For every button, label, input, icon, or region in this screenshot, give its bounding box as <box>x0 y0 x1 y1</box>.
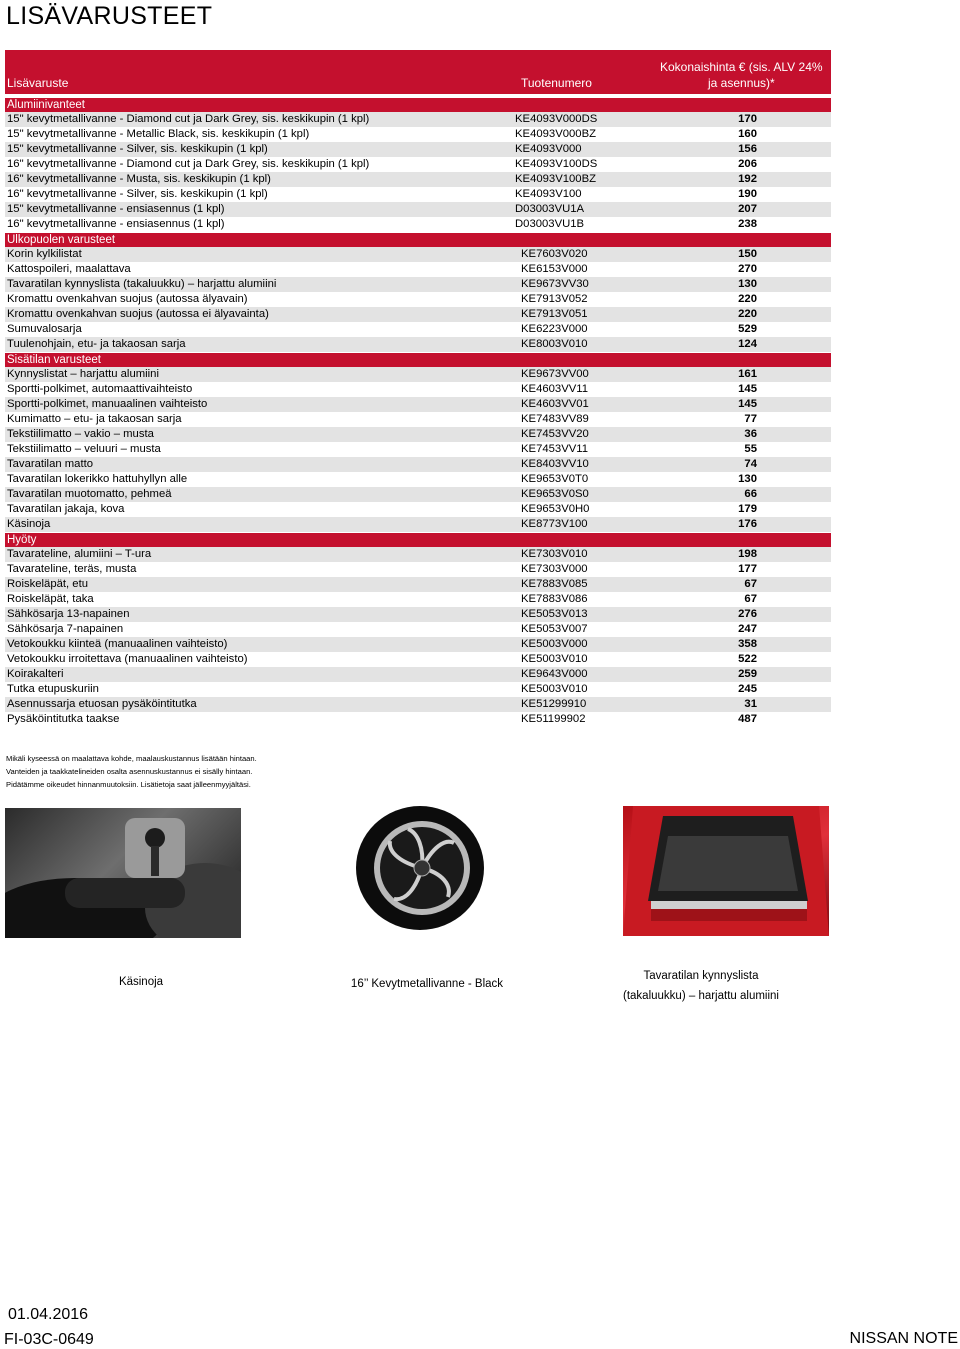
row-part-number: KE4093V100BZ <box>515 173 597 185</box>
row-description: Vetokoukku irroitettava (manuaalinen vaihteisto) <box>7 653 248 665</box>
trunk-sill-photo <box>623 806 829 936</box>
row-part-number: D03003VU1B <box>515 218 585 230</box>
row-part-number: KE7303V010 <box>521 548 588 560</box>
row-description: Vetokoukku kiinteä (manuaalinen vaihteisto) <box>7 638 228 650</box>
row-price: 31 <box>744 698 757 710</box>
footnote: Mikäli kyseessä on maalattava kohde, maalauskustannus lisätään hintaan. <box>6 754 257 763</box>
row-part-number: KE9643V000 <box>521 668 588 680</box>
row-description: Tavaratilan lokerikko hattuhyllyn alle <box>7 473 188 485</box>
table-row <box>5 502 831 517</box>
row-part-number: KE4093V100 <box>515 188 582 200</box>
row-price: 198 <box>738 548 757 560</box>
row-part-number: KE8003V010 <box>521 338 588 350</box>
row-description: Koirakalteri <box>7 668 64 680</box>
row-price: 358 <box>738 638 757 650</box>
row-part-number: KE7453VV11 <box>521 443 588 455</box>
row-description: Tavaratilan matto <box>7 458 94 470</box>
row-part-number: KE9653V0S0 <box>521 488 589 500</box>
table-row <box>5 202 831 217</box>
header-price-continued: ja asennus)* <box>708 76 775 90</box>
row-price: 170 <box>738 113 757 125</box>
footnotes <box>6 752 257 791</box>
row-description: 16" kevytmetallivanne - Musta, sis. keskikupin (1 kpl) <box>7 173 271 185</box>
row-part-number: KE7603V020 <box>521 248 588 260</box>
row-description: Sportti-polkimet, manuaalinen vaihteisto <box>7 398 208 410</box>
row-description: Tutka etupuskuriin <box>7 683 99 695</box>
table-row <box>5 682 831 697</box>
table-row <box>5 247 831 262</box>
row-description: Roiskeläpät, taka <box>7 593 94 605</box>
row-part-number: KE7453VV20 <box>521 428 589 440</box>
table-row <box>5 622 831 637</box>
table-row <box>5 412 831 427</box>
table-row <box>5 307 831 322</box>
row-description: Kattospoileri, maalattava <box>7 263 131 275</box>
table-row <box>5 712 831 727</box>
row-part-number: KE5053V007 <box>521 623 588 635</box>
table-row <box>5 577 831 592</box>
row-description: Kromattu ovenkahvan suojus (autossa älyavain) <box>7 293 248 305</box>
row-description: Kynnyslistat – harjattu alumiini <box>7 368 159 380</box>
row-price: 179 <box>738 503 757 515</box>
caption-trunk-sill-line1: Tavaratilan kynnyslista <box>643 970 759 982</box>
armrest-photo <box>5 808 241 938</box>
table-row <box>5 472 831 487</box>
table-row <box>5 367 831 382</box>
table-row <box>5 652 831 667</box>
row-price: 176 <box>738 518 757 530</box>
row-description: Tekstiilimatto – vakio – musta <box>7 428 154 440</box>
row-price: 161 <box>738 368 757 380</box>
row-price: 270 <box>738 263 757 275</box>
table-row <box>5 142 831 157</box>
row-description: Kumimatto – etu- ja takaosan sarja <box>7 413 182 425</box>
row-price: 206 <box>738 158 757 170</box>
row-description: 15" kevytmetallivanne - Silver, sis. keskikupin (1 kpl) <box>7 143 268 155</box>
row-part-number: KE4603VV11 <box>521 383 588 395</box>
row-part-number: KE51299910 <box>521 698 587 710</box>
row-part-number: KE9673VV00 <box>521 368 589 380</box>
header-description: Lisävaruste <box>7 76 69 90</box>
caption-trunk-sill-line2: (takaluukku) – harjattu alumiini <box>623 990 779 1002</box>
row-price: 124 <box>738 338 757 350</box>
row-price: 145 <box>738 398 757 410</box>
row-part-number: KE8403VV10 <box>521 458 589 470</box>
section-title: Alumiinivanteet <box>5 98 831 112</box>
row-part-number: KE5003V010 <box>521 683 588 695</box>
row-price: 487 <box>738 713 757 725</box>
caption-armrest: Käsinoja <box>118 976 164 988</box>
section-title: Hyöty <box>5 533 831 547</box>
row-part-number: KE7483VV89 <box>521 413 589 425</box>
row-part-number: KE7913V052 <box>521 293 588 305</box>
table-row <box>5 277 831 292</box>
table-row <box>5 547 831 562</box>
caption-wheel: 16’’ Kevytmetallivanne - Black <box>350 978 504 990</box>
row-description: Tavaratilan jakaja, kova <box>7 503 125 515</box>
row-description: Tavarateline, teräs, musta <box>7 563 137 575</box>
table-sections <box>5 98 831 727</box>
row-description: Roiskeläpät, etu <box>7 578 89 590</box>
row-price: 177 <box>738 563 757 575</box>
table-row <box>5 607 831 622</box>
row-part-number: KE4093V000 <box>515 143 582 155</box>
row-price: 77 <box>744 413 757 425</box>
row-part-number: KE7913V051 <box>521 308 588 320</box>
row-part-number: KE5003V010 <box>521 653 588 665</box>
table-row <box>5 487 831 502</box>
table-section <box>5 233 831 352</box>
row-description: 16" kevytmetallivanne - Silver, sis. keskikupin (1 kpl) <box>7 188 268 200</box>
table-section <box>5 98 831 232</box>
table-header <box>5 50 831 94</box>
row-description: Tavarateline, alumiini – T-ura <box>7 548 152 560</box>
row-description: 15" kevytmetallivanne - Diamond cut ja Dark Grey, sis. keskikupin (1 kpl) <box>7 113 370 125</box>
table-row <box>5 667 831 682</box>
table-row <box>5 592 831 607</box>
row-price: 238 <box>738 218 757 230</box>
row-description: Tavaratilan kynnyslista (takaluukku) – harjattu alumiini <box>7 278 277 290</box>
row-part-number: KE5003V000 <box>521 638 588 650</box>
row-description: Asennussarja etuosan pysäköintitutka <box>7 698 197 710</box>
row-part-number: KE7883V085 <box>521 578 588 590</box>
row-description: 16" kevytmetallivanne - Diamond cut ja Dark Grey, sis. keskikupin (1 kpl) <box>7 158 370 170</box>
footnote: Vanteiden ja taakkatelineiden osalta asennuskustannus ei sisälly hintaan. <box>6 767 253 776</box>
row-description: Tavaratilan muotomatto, pehmeä <box>7 488 172 500</box>
table-row <box>5 127 831 142</box>
table-row <box>5 517 831 532</box>
table-row <box>5 697 831 712</box>
table-row <box>5 217 831 232</box>
page-title: LISÄVARUSTEET <box>6 2 213 30</box>
row-description: 15" kevytmetallivanne - ensiasennus (1 kpl) <box>7 203 225 215</box>
row-part-number: KE8773V100 <box>521 518 588 530</box>
row-price: 245 <box>738 683 757 695</box>
table-row <box>5 187 831 202</box>
table-row <box>5 322 831 337</box>
table-row <box>5 382 831 397</box>
table-row <box>5 337 831 352</box>
row-price: 150 <box>738 248 757 260</box>
table-row <box>5 637 831 652</box>
row-description: Sumuvalosarja <box>7 323 82 335</box>
section-title: Ulkopuolen varusteet <box>5 233 831 247</box>
row-price: 67 <box>744 593 757 605</box>
table-row <box>5 172 831 187</box>
footer-code: FI-03C-0649 <box>4 1331 94 1348</box>
row-price: 207 <box>738 203 757 215</box>
table-row <box>5 562 831 577</box>
row-part-number: KE6153V000 <box>521 263 588 275</box>
row-part-number: KE7303V000 <box>521 563 588 575</box>
row-price: 220 <box>738 293 757 305</box>
row-description: Korin kylkilistat <box>7 248 82 260</box>
row-description: Sähkösarja 7-napainen <box>7 623 124 635</box>
row-price: 36 <box>744 428 757 440</box>
footer-date: 01.04.2016 <box>8 1306 89 1323</box>
row-part-number: KE5053V013 <box>521 608 588 620</box>
table-row <box>5 112 831 127</box>
table-row <box>5 457 831 472</box>
row-part-number: KE4093V000DS <box>515 113 598 125</box>
table-row <box>5 442 831 457</box>
row-price: 145 <box>738 383 757 395</box>
row-price: 192 <box>738 173 757 185</box>
table-row <box>5 427 831 442</box>
table-section <box>5 533 831 727</box>
row-part-number: KE4603VV01 <box>521 398 589 410</box>
section-title: Sisätilan varusteet <box>5 353 831 367</box>
row-description: Pysäköintitutka taakse <box>7 713 120 725</box>
row-price: 55 <box>744 443 757 455</box>
header-price: Kokonaishinta € (sis. ALV 24% <box>660 60 823 74</box>
wheel-photo <box>350 803 490 933</box>
row-description: Tekstiilimatto – veluuri – musta <box>7 443 161 455</box>
row-part-number: KE6223V000 <box>521 323 588 335</box>
row-price: 67 <box>744 578 757 590</box>
row-price: 529 <box>738 323 757 335</box>
row-description: Kromattu ovenkahvan suojus (autossa ei älyavainta) <box>7 308 269 320</box>
row-price: 130 <box>738 278 757 290</box>
row-price: 259 <box>738 668 757 680</box>
row-part-number: D03003VU1A <box>515 203 585 215</box>
table-row <box>5 157 831 172</box>
row-part-number: KE7883V086 <box>521 593 588 605</box>
row-part-number: KE9653V0H0 <box>521 503 590 515</box>
row-price: 247 <box>738 623 757 635</box>
row-part-number: KE51199902 <box>521 713 586 725</box>
row-part-number: KE4093V100DS <box>515 158 598 170</box>
table-row <box>5 397 831 412</box>
footnote: Pidätämme oikeudet hinnanmuutoksiin. Lisätietoja saat jälleenmyyjältäsi. <box>6 780 251 789</box>
row-price: 220 <box>738 308 757 320</box>
row-description: Tuulenohjain, etu- ja takaosan sarja <box>7 338 186 350</box>
row-price: 74 <box>744 458 757 470</box>
row-description: 15" kevytmetallivanne - Metallic Black, sis. keskikupin (1 kpl) <box>7 128 310 140</box>
table-section <box>5 353 831 532</box>
row-price: 276 <box>738 608 757 620</box>
caption-trunk-sill <box>610 966 792 1006</box>
row-price: 156 <box>738 143 757 155</box>
row-price: 522 <box>738 653 757 665</box>
row-part-number: KE9673VV30 <box>521 278 589 290</box>
row-description: Sähkösarja 13-napainen <box>7 608 130 620</box>
row-price: 160 <box>738 128 757 140</box>
footer-model: NISSAN NOTE <box>849 1330 958 1347</box>
row-price: 190 <box>738 188 757 200</box>
row-price: 66 <box>744 488 757 500</box>
table-row <box>5 262 831 277</box>
table-row <box>5 292 831 307</box>
header-part-number: Tuotenumero <box>521 76 592 90</box>
row-description: Sportti-polkimet, automaattivaihteisto <box>7 383 193 395</box>
accessories-table <box>5 50 831 728</box>
row-description: Käsinoja <box>7 518 51 530</box>
row-part-number: KE4093V000BZ <box>515 128 597 140</box>
row-part-number: KE9653V0T0 <box>521 473 589 485</box>
row-price: 130 <box>738 473 757 485</box>
row-description: 16" kevytmetallivanne - ensiasennus (1 kpl) <box>7 218 225 230</box>
